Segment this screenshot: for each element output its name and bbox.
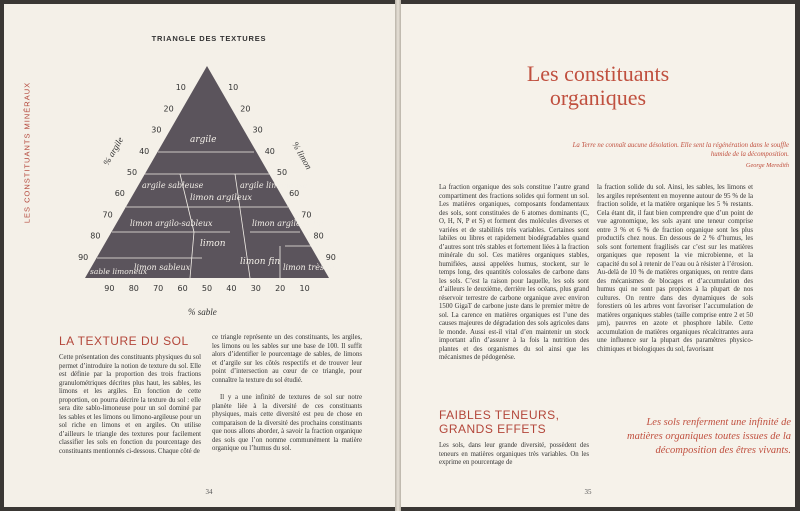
column-2-text: la fraction solide du sol. Ainsi, les sables, les limons et les argiles représentent en moyenne autour de 95 % de la fraction solide, et la matière organique les 5 % restants. Cela étant dit, il faut bien comprendre que d’un point de vue agronomique, les sols ayant une teneur comprise entre 3 % et 6 % de fraction organique sont les plus productifs chez nous. En dessous de 2 % d’humus, les sols sont fortement fragilisés car c’est sur les matières organiques que reposent la vie microbienne, et la capacité du sol à retenir de l’eau ou à résister à l’érosion. Au-delà de 10 % de matières organiques, on rentre dans des mécanismes de blocages et d’accumulation des humus qui ne sont pas propices à la plupart de nos cultures. On rentre dans des dynamiques de sols forestiers où les arbres vont favoriser l’accumulation de matières organiques stables (taille comprise entre 2 et 50 µm), pauvres en azote et phosphore labile. Cette accumulation de matières organiques récalcitrantes aura une influence sur la plupart des paramètres physico-chimiques et biologiques du sol, favorisant [597, 184, 753, 353]
chapter-title: Les constituants organiques [526, 61, 670, 110]
zone-sable-limoneux: sable limoneux [90, 267, 148, 276]
tick-sable-40: 40 [226, 284, 237, 293]
tick-sable-70: 70 [153, 284, 164, 293]
running-header: LES CONSTITUANTS MINÉRAUX [22, 81, 32, 224]
page-number-left: 34 [205, 488, 213, 496]
tick-limon-70: 70 [301, 210, 312, 220]
epigraph-author: George Meredith [745, 162, 789, 169]
paragraph-1: Cette présentation des constituants physiques du sol permet d’introduire la notion de texture du sol. Elle est définie par la proportion des trois fractions granulométriques décrites plus haut, les sables, les limons et les argiles. En fonction de cette proportion, on pourra décrire la texture du sol : elle sera dite sablo-limoneuse pour un sol dominé par les sables et les limons ou limono-argileuse pour un sol riche en limons et en argiles. On utilise d’ailleurs le triangle des textures pour facilement classifier les sols en fonction du pourcentage des constituants mentionnés ci-dessous. Chaque côté de [59, 354, 201, 455]
pull-quote: Les sols renferment une infinité de matières organiques toutes issues de la décomposition des êtres vivants. [626, 417, 791, 456]
column-1-text: La fraction organique des sols constitue l’autre grand compartiment des fractions solides qui forment un sol. Les matières organiques, composants fondamentaux des sols, sont constituées de 6 atomes dominants (C, O, H, N, P et S) et forment des molécules diverses et variées et de stabilités très variables. Certaines sont labiles ou libres et rapidement biodégradables quand d’autres sont très stables et fortement liées à la fraction minérale du sol. Ces matières organiques stables, humifiées, aussi appelées humus, stockent, sur le temps long, des quantités colossales de carbone dans les sols. C’est la raison pour laquelle, les sols sont d’ailleurs le deuxième, derrière les océans, plus grand réservoir terrestre de carbone organique avec environ 1500 GigaT de carbone juste dans le premier mètre de sol. La carence en matières organiques est l’une des causes majeures de dégradation des sols agricoles dans le monde. Aussi est-il vital d’en maintenir un stock important afin d’assurer à la fois la nutrition des plantes et des organismes du sol ainsi que les mécanismes de pédogenèse. [439, 184, 589, 361]
axis-label-sable: % sable [188, 307, 217, 317]
zone-limon-sableux: limon sableux [134, 263, 191, 272]
tick-sable-30: 30 [250, 284, 261, 293]
tick-argile-80: 80 [90, 231, 101, 241]
zone-limon: limon [200, 239, 226, 249]
tick-argile-30: 30 [151, 125, 162, 135]
zone-limon-tres-fin: limon très fin [283, 263, 338, 272]
zone-limon-argilo-sableux: limon argilo-sableux [130, 219, 213, 228]
paragraph-3: Il y a une infinité de textures de sol sur notre planète liée à la diversité de ces constituants physiques, mais cette diversité est peu de chose en comparaison de la diversité des prochains constituants que nous allons aborder, à savoir la fraction organique des sols que l’on nomme communément la matière organique ou l’humus du sol. [212, 394, 362, 452]
tick-sable-50: 50 [201, 284, 213, 293]
tick-limon-60: 60 [289, 189, 300, 199]
tick-sable-60: 60 [177, 284, 188, 293]
right-page [401, 4, 795, 507]
zone-argile-limoneuse: argile limoneuse [240, 181, 308, 190]
epigraph: La Terre ne connaît aucune désolation. Elle sent la régénération dans le souffle humide de la décomposition. [572, 142, 789, 158]
tick-sable-90: 90 [104, 284, 115, 293]
zone-argile: argile [190, 135, 217, 145]
column-1-text-2: Les sols, dans leur grande diversité, possèdent des teneurs en matières organiques très variables. On les exprime en pourcentage de [439, 442, 589, 466]
tick-argile-10: 10 [175, 83, 186, 93]
zone-limon-fin: limon fin [240, 257, 281, 267]
tick-argile-50: 50 [126, 168, 138, 177]
tick-argile-40: 40 [139, 146, 150, 156]
tick-argile-60: 60 [114, 189, 125, 199]
tick-limon-10: 10 [228, 83, 239, 93]
triangle-title: TRIANGLE DES TEXTURES [151, 34, 267, 43]
axis-label-argile: % argile [101, 135, 126, 167]
tick-limon-20: 20 [240, 104, 251, 114]
zone-limon-argileux-fin: limon argileux fin [252, 219, 324, 228]
zone-limon-argileux: limon argileux [190, 193, 253, 203]
tick-sable-20: 20 [275, 284, 286, 293]
tick-sable-10: 10 [299, 284, 310, 293]
section-title-texture: LA TEXTURE DU SOL [59, 334, 189, 348]
tick-sable-80: 80 [128, 284, 139, 293]
page-number-right: 35 [584, 488, 592, 496]
tick-argile-90: 90 [78, 252, 89, 262]
tick-argile-70: 70 [102, 210, 113, 220]
tick-limon-50: 50 [276, 168, 288, 177]
left-page [4, 4, 395, 507]
tick-limon-80: 80 [313, 231, 324, 241]
paragraph-2: ce triangle représente un des constituants, les argiles, les limons ou les sables sur une base de 100. Il suffit alors d’identifier le pourcentage de sables, de limons et d’argile sur les côtés respectifs et de trouver leur point d’intersection au cœur de ce triangle, pour connaître la texture du sol étudié. [212, 334, 362, 384]
axis-label-limon: % limon [290, 140, 315, 172]
zone-argile-sableuse: argile sableuse [142, 181, 204, 190]
texture-triangle [30, 48, 360, 320]
tick-limon-40: 40 [264, 146, 275, 156]
tick-argile-20: 20 [163, 104, 174, 114]
section-title-faibles-teneurs: FAIBLES TENEURS, GRANDS EFFETS [439, 408, 560, 436]
tick-limon-90: 90 [325, 252, 336, 262]
tick-limon-30: 30 [252, 125, 263, 135]
